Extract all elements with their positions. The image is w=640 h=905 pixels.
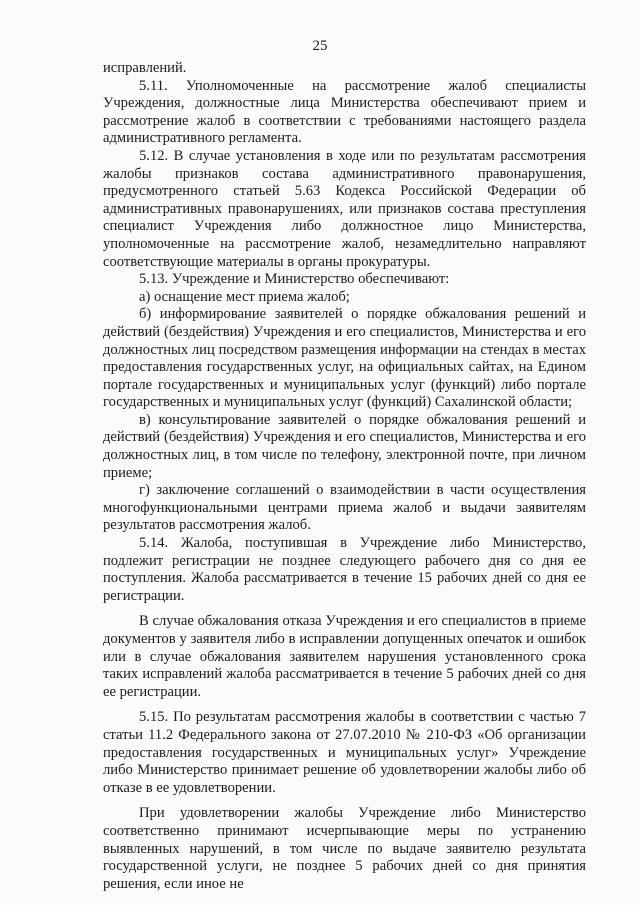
paragraph: г) заключение соглашений о взаимодействии в части осуществления многофункциональными центрами приема жалоб и выдачи заявителям результатов рассмотрения жалоб. xyxy=(103,482,586,534)
page-number: 25 xyxy=(312,38,328,54)
paragraph: б) информирование заявителей о порядке обжалования решений и действий (бездействия) Учреждения и его специалистов, Министерства и его должностных лиц посредством размещения информации на стендах в местах предоставления государственных услуг, на официальных сайтах, на Едином портале государственных и муниципальных услуг (функций) либо портале государственных и муниципальных услуг (функций) Сахалинской области; xyxy=(103,306,586,411)
paragraph: а) оснащение мест приема жалоб; xyxy=(139,288,350,305)
paragraph: 5.11. Уполномоченные на рассмотрение жалоб специалисты Учреждения, должностные лица Министерства обеспечивают прием и рассмотрение жалоб в соответствии с требованиями настоящего раздела административного регламента. xyxy=(103,77,586,147)
paragraph: 5.14. Жалоба, поступившая в Учреждение либо Министерство, подлежит регистрации не позднее следующего рабочего дня со дня ее поступления. Жалоба рассматривается в течение 15 рабочих дней со дня ее регистрации. xyxy=(103,535,586,604)
document-body xyxy=(103,60,586,893)
paragraph: 5.13. Учреждение и Министерство обеспечивают: xyxy=(139,271,450,288)
paragraph: В случае обжалования отказа Учреждения и его специалистов в приеме документов у заявителя либо в исправлении допущенных опечаток и ошибок или в случае обжалования заявителем нарушения установленного срока таких исправлений жалоба рассматривается в течение 5 рабочих дней со дня ее регистрации. xyxy=(103,613,586,700)
paragraph: исправлений. xyxy=(103,60,187,76)
paragraph: При удовлетворении жалобы Учреждение либо Министерство соответственно принимают исчерпывающие меры по устранению выявленных нарушений, в том числе по выдаче заявителю результата государственной услуги, не позднее 5 рабочих дней со дня принятия решения, если иное не xyxy=(103,805,586,892)
paragraph: 5.12. В случае установления в ходе или по результатам рассмотрения жалобы признаков состава административного правонарушения, предусмотренного статьей 5.63 Кодекса Российской Федерации об административных правонарушениях, или признаков состава преступления специалист Учреждения либо должностное лицо Министерства, уполномоченные на рассмотрение жалоб, незамедлительно направляют соответствующие материалы в органы прокуратуры. xyxy=(103,147,586,270)
paragraph: 5.15. По результатам рассмотрения жалобы в соответствии с частью 7 статьи 11.2 Федерального закона от 27.07.2010 № 210-ФЗ «Об организации предоставления государственных и муниципальных услуг» Учреждение либо Министерство принимает решение об удовлетворении жалобы либо об отказе в ее удовлетворении. xyxy=(103,709,586,796)
paragraph: в) консультирование заявителей о порядке обжалования решений и действий (бездействия) Учреждения и его специалистов, Министерства и его должностных лиц, в том числе по телефону, электронной почте, при личном приеме; xyxy=(103,411,586,481)
